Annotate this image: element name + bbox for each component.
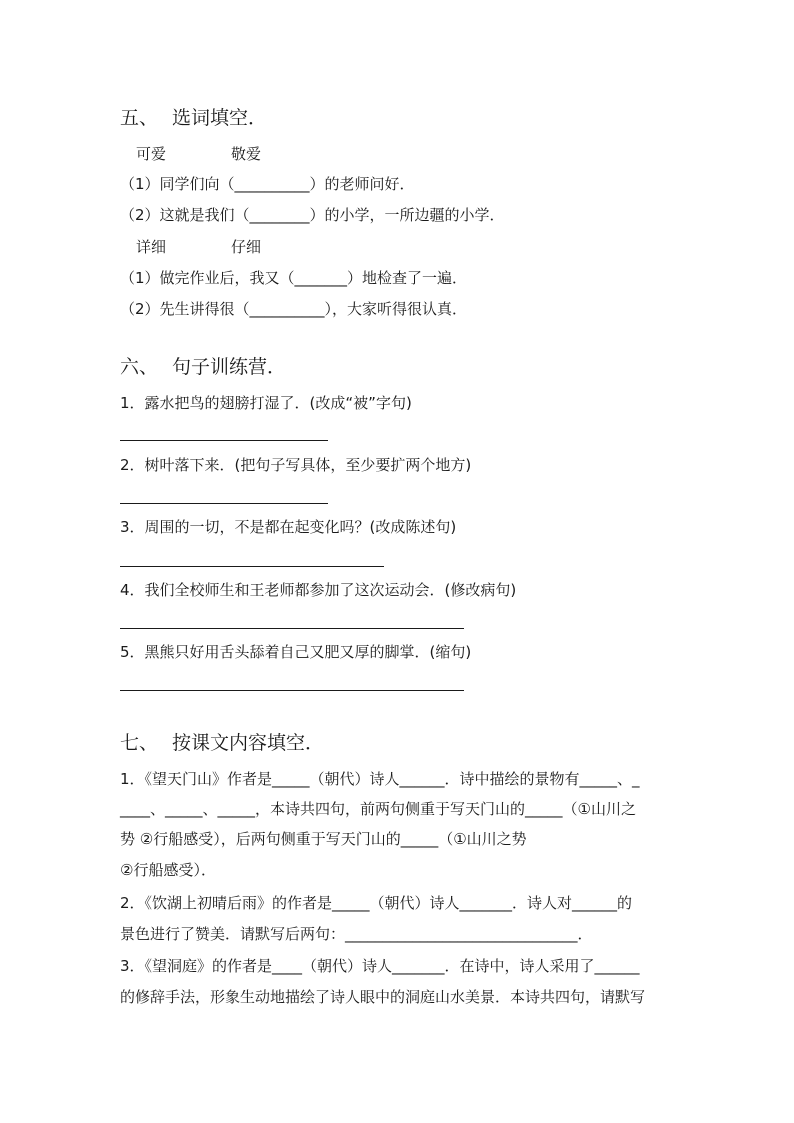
section6-heading bbox=[120, 355, 286, 379]
section6-title: 句子训练营． bbox=[172, 356, 287, 378]
section5-heading bbox=[120, 106, 267, 130]
answer-line[interactable] bbox=[120, 440, 328, 441]
section7-line: ②行船感受）． bbox=[120, 861, 216, 879]
section5-word-choices-2 bbox=[136, 237, 261, 257]
section7-line: 1．《望天门山》作者是_____（朝代）诗人______．诗中描绘的景物有_____、_ bbox=[120, 770, 640, 788]
section6-question: 5．黑熊只好用舌头舔着自己又肥又厚的脚掌．(缩句) bbox=[120, 643, 472, 661]
word-choice: 敬爱 bbox=[231, 145, 262, 163]
section5-item: （1）做完作业后，我又（_______）地检查了一遍． bbox=[120, 269, 468, 287]
section6-question: 3．周围的一切，不是都在起变化吗？(改成陈述句) bbox=[120, 518, 457, 536]
section7-line: 势 ②行船感受），后两句侧重于写天门山的_____（①山川之势 bbox=[120, 830, 527, 848]
section5-item: （1）同学们向（__________）的老师问好． bbox=[120, 175, 415, 193]
word-choice: 详细 bbox=[136, 238, 167, 256]
word-choice: 可爱 bbox=[136, 145, 167, 163]
section6-question: 1．露水把鸟的翅膀打湿了．(改成“被”字句) bbox=[120, 394, 412, 412]
section6-number: 六、 bbox=[120, 356, 159, 378]
section7-title: 按课文内容填空． bbox=[172, 732, 325, 754]
section7-number: 七、 bbox=[120, 732, 159, 754]
section6-question: 2．树叶落下来．(把句子写具体，至少要扩两个地方) bbox=[120, 456, 472, 474]
answer-line[interactable] bbox=[120, 690, 464, 691]
section5-word-choices-1 bbox=[136, 144, 261, 164]
section5-item: （2）这就是我们（________）的小学，一所边疆的小学． bbox=[120, 206, 505, 224]
section7-line: ____、_____、_____，本诗共四句，前两句侧重于写天门山的_____（①山川之 bbox=[120, 800, 636, 818]
section7-line: 2．《饮湖上初晴后雨》的作者是_____（朝代）诗人_______．诗人对______的 bbox=[120, 894, 633, 912]
section7-line: 3．《望洞庭》的作者是____（朝代）诗人_______．在诗中，诗人采用了______ bbox=[120, 957, 640, 975]
section7-line: 的修辞手法，形象生动地描绘了诗人眼中的洞庭山水美景．本诗共四句，请默写 bbox=[120, 988, 646, 1006]
word-choice: 仔细 bbox=[231, 238, 262, 256]
section5-number: 五、 bbox=[120, 107, 159, 129]
section5-title: 选词填空． bbox=[172, 107, 268, 129]
answer-line[interactable] bbox=[120, 566, 384, 567]
answer-line[interactable] bbox=[120, 503, 328, 504]
section6-question: 4．我们全校师生和王老师都参加了这次运动会．(修改病句) bbox=[120, 581, 517, 599]
answer-line[interactable] bbox=[120, 628, 464, 629]
section7-heading bbox=[120, 731, 324, 755]
section7-line: 景色进行了赞美．请默写后两句：_______________________________． bbox=[120, 925, 593, 943]
section5-item: （2）先生讲得很（__________），大家听得很认真． bbox=[120, 300, 468, 318]
